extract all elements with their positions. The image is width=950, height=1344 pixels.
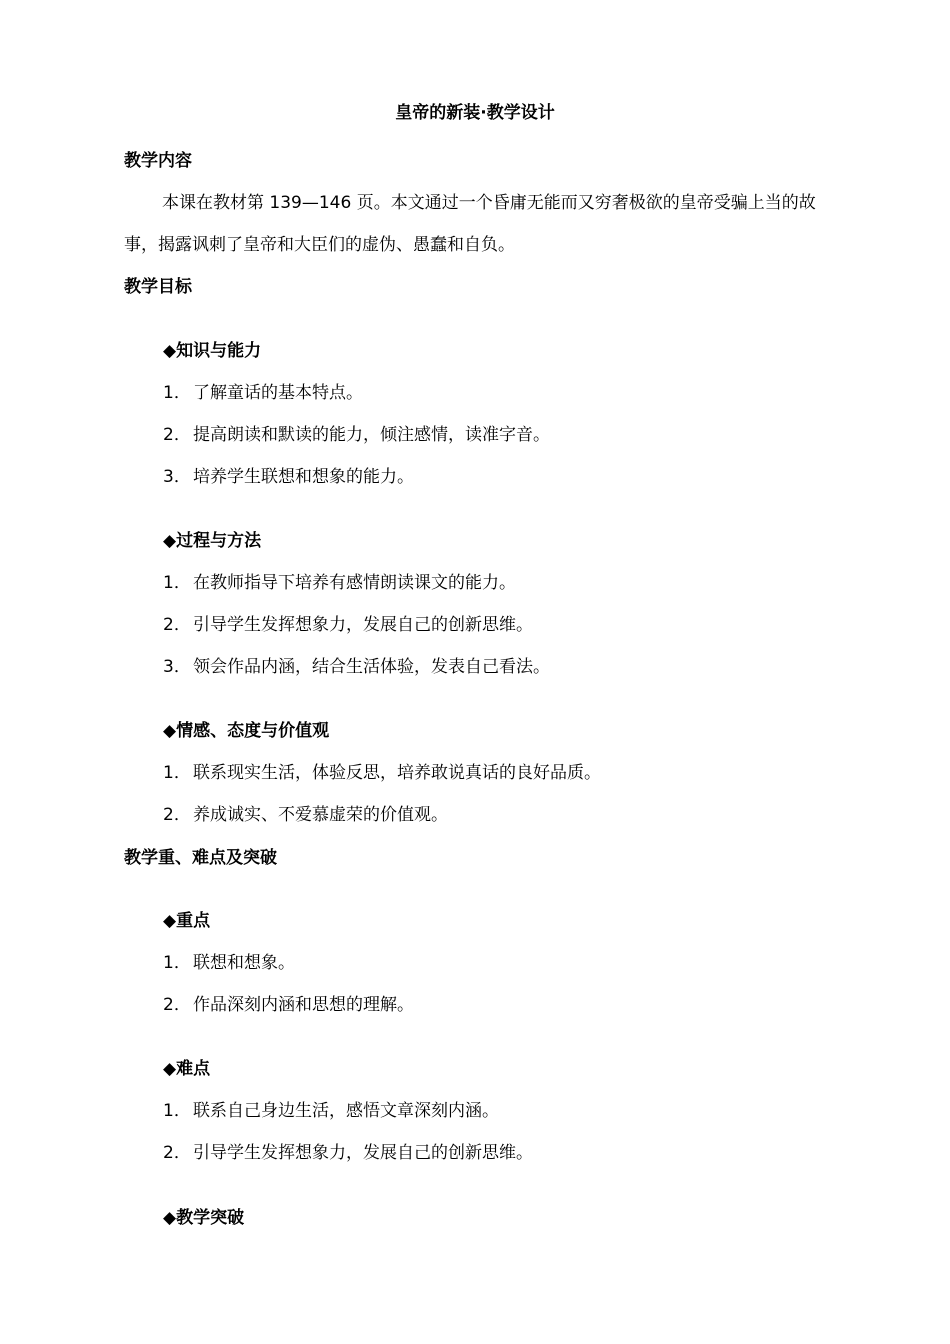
subheading-key-points: ◆重点 xyxy=(163,911,211,931)
heading-key-difficult-points: 教学重、难点及突破 xyxy=(124,848,277,868)
list-item-number: 2． xyxy=(163,425,191,445)
list-item xyxy=(163,571,516,595)
list-item xyxy=(163,613,533,637)
list-item-text: 联系自己身边生活，感悟文章深刻内涵。 xyxy=(193,1101,499,1121)
document-title: 皇帝的新装·教学设计 xyxy=(395,103,555,123)
list-item xyxy=(163,381,363,405)
list-item-number: 1． xyxy=(163,953,191,973)
list-item xyxy=(163,423,550,447)
subheading-process-method: ◆过程与方法 xyxy=(163,531,262,551)
list-item-text: 培养学生联想和想象的能力。 xyxy=(193,467,414,487)
subheading-difficult-points: ◆难点 xyxy=(163,1059,211,1079)
list-item-text: 联想和想象。 xyxy=(193,953,295,973)
list-item-number: 2． xyxy=(163,805,191,825)
list-item-text: 联系现实生活，体验反思，培养敢说真话的良好品质。 xyxy=(193,763,601,783)
list-item-number: 3． xyxy=(163,467,191,487)
list-item xyxy=(163,655,550,679)
content-paragraph: 本课在教材第 139—146 页。本文通过一个昏庸无能而又穷奢极欲的皇帝受骗上当的故事，揭露讽刺了皇帝和大臣们的虚伪、愚蠢和自负。 xyxy=(124,193,816,255)
list-item-text: 作品深刻内涵和思想的理解。 xyxy=(193,995,414,1015)
heading-teaching-content: 教学内容 xyxy=(124,151,192,171)
list-item-number: 1． xyxy=(163,573,191,593)
heading-teaching-goals: 教学目标 xyxy=(124,277,192,297)
list-item-number: 1． xyxy=(163,383,191,403)
list-item-text: 了解童话的基本特点。 xyxy=(193,383,363,403)
list-item-number: 1． xyxy=(163,1101,191,1121)
list-item xyxy=(163,993,414,1017)
list-item xyxy=(163,1099,499,1123)
list-item-text: 领会作品内涵，结合生活体验，发表自己看法。 xyxy=(193,657,550,677)
subheading-knowledge-ability: ◆知识与能力 xyxy=(163,341,262,361)
list-item-number: 2． xyxy=(163,615,191,635)
list-item-text: 提高朗读和默读的能力，倾注感情，读准字音。 xyxy=(193,425,550,445)
list-item-text: 在教师指导下培养有感情朗读课文的能力。 xyxy=(193,573,516,593)
list-item-text: 引导学生发挥想象力，发展自己的创新思维。 xyxy=(193,615,533,635)
list-item xyxy=(163,465,414,489)
subheading-teaching-breakthrough: ◆教学突破 xyxy=(163,1208,245,1228)
subheading-emotion-values: ◆情感、态度与价值观 xyxy=(163,721,330,741)
list-item xyxy=(163,1141,533,1165)
list-item-number: 1． xyxy=(163,763,191,783)
list-item xyxy=(163,761,601,785)
list-item xyxy=(163,951,295,975)
list-item-text: 引导学生发挥想象力，发展自己的创新思维。 xyxy=(193,1143,533,1163)
list-item-number: 2． xyxy=(163,1143,191,1163)
list-item-number: 2． xyxy=(163,995,191,1015)
list-item-text: 养成诚实、不爱慕虚荣的价值观。 xyxy=(193,805,448,825)
list-item-number: 3． xyxy=(163,657,191,677)
list-item xyxy=(163,803,448,827)
